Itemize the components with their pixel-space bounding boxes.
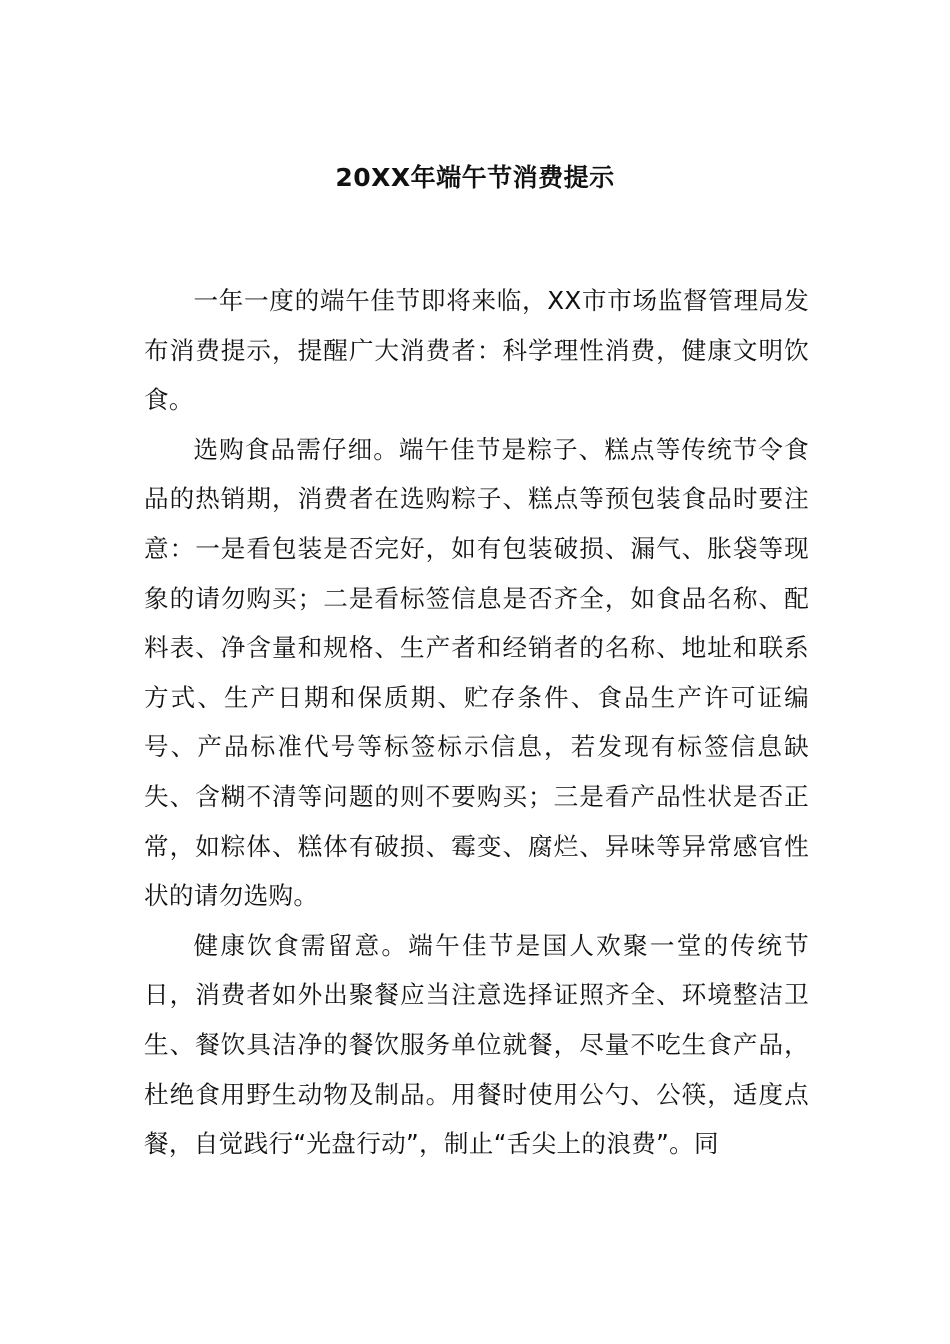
document-body xyxy=(144,276,809,1169)
paragraph-food-selection: 选购食品需仔细。端午佳节是粽子、糕点等传统节令食品的热销期，消费者在选购粽子、糕点等预包装食品时要注意：一是看包装是否完好，如有包装破损、漏气、胀袋等现象的请勿购买；二是看标签信息是否齐全，如食品名称、配料表、净含量和规格、生产者和经销者的名称、地址和联系方式、生产日期和保质期、贮存条件、食品生产许可证编号、产品标准代号等标签标示信息，若发现有标签信息缺失、含糊不清等问题的则不要购买；三是看产品性状是否正常，如粽体、糕体有破损、霉变、腐烂、异味等异常感官性状的请勿选购。 xyxy=(144,434,809,911)
paragraph-intro: 一年一度的端午佳节即将来临，XX市市场监督管理局发布消费提示，提醒广大消费者：科学理性消费，健康文明饮食。 xyxy=(144,286,809,415)
document-title: 20XX年端午节消费提示 xyxy=(335,163,615,192)
paragraph-healthy-diet: 健康饮食需留意。端午佳节是国人欢聚一堂的传统节日，消费者如外出聚餐应当注意选择证照齐全、环境整洁卫生、餐饮具洁净的餐饮服务单位就餐，尽量不吃生食产品，杜绝食用野生动物及制品。用餐时使用公勺、公筷，适度点餐，自觉践行“光盘行动”，制止“舌尖上的浪费”。同 xyxy=(144,930,809,1159)
